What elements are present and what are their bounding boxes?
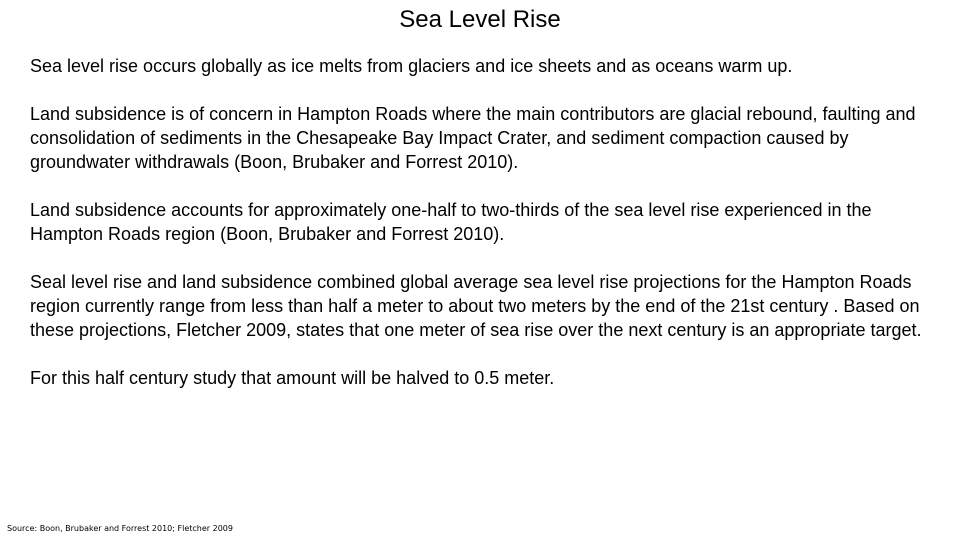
paragraph-study-target: For this half century study that amount will be halved to 0.5 meter. [30,368,555,388]
paragraph-land-subsidence-concern: Land subsidence is of concern in Hampton Roads where the main contributors are glacial rebound, faulting and consolidation of sediments in the Chesapeake Bay Impact Crater, and sediment compaction caused by groundwater withdrawals (Boon, Brubaker and Forrest 2010). [30,104,916,172]
paragraph-sea-level-rise-global: Sea level rise occurs globally as ice melts from glaciers and ice sheets and as oceans warm up. [30,56,793,76]
paragraph-projections: Seal level rise and land subsidence combined global average sea level rise projections for the Hampton Roads region currently range from less than half a meter to about two meters by the end of the 21st century . Based on these projections, Fletcher 2009, states that one meter of sea rise over the next century is an appropriate target. [30,272,922,340]
slide-title: Sea Level Rise [399,6,561,33]
paragraph-land-subsidence-share: Land subsidence accounts for approximately one-half to two-thirds of the sea level rise experienced in the Hampton Roads region (Boon, Brubaker and Forrest 2010). [30,200,872,244]
source-citation: Source: Boon, Brubaker and Forrest 2010; Fletcher 2009 [7,524,233,533]
slide-body [30,54,930,414]
